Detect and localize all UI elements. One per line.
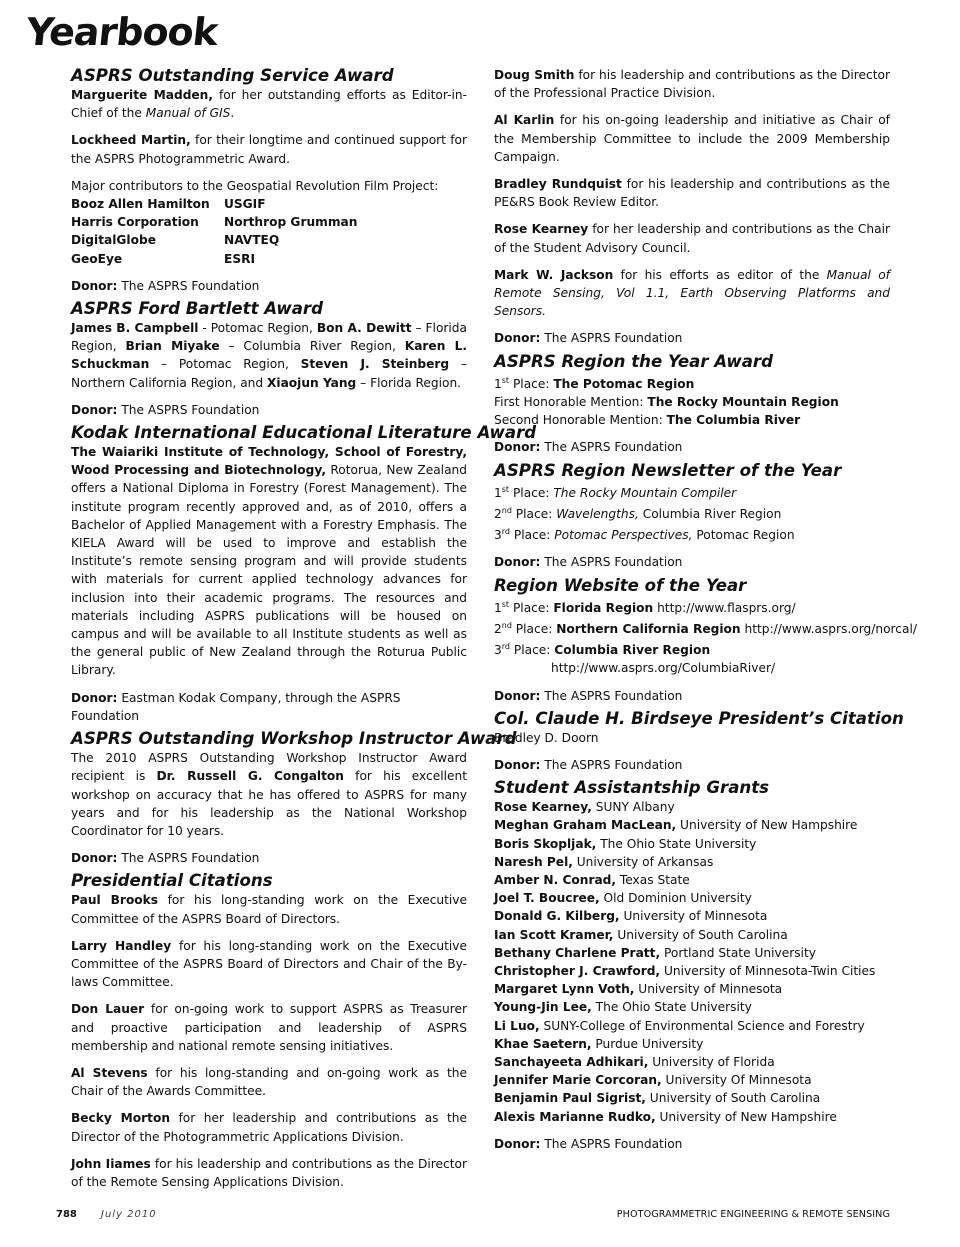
entry-text: for his long-standing and on-going work as the Chair of the Awards Committee. [71,1065,467,1099]
list-item [494,1108,890,1126]
citation-entry [71,1109,467,1145]
list-item [494,481,890,502]
entry-text: for his leadership and contributions as the Director of the Remote Sensing Applications Division. [71,1156,467,1189]
contributor: NAVTEQ [224,233,280,248]
donor-line [494,1135,890,1153]
table-row [71,213,357,231]
contributor: Harris Corporation [71,215,199,230]
school-name: SUNY Albany [591,800,675,815]
contributor: Booz Allen Hamilton [71,197,210,212]
citation-entry [494,111,890,166]
donor-label: Donor: [71,851,118,866]
donor-label: Donor: [71,690,118,705]
place-number: 2 [494,621,502,636]
contributor: Northrop Grumman [224,215,358,230]
citation-entry [71,1000,467,1055]
section-heading-birdseye: Col. Claude H. Birdseye President’s Citation [494,708,904,728]
list-item [494,798,890,816]
entry-text: The 2010 ASPRS Outstanding Workshop Instructor Award recipient is [71,751,467,784]
recipient-name: Rose Kearney, [494,800,592,815]
place-label: Place: [509,485,554,500]
school-name: University of New Hampshire [676,818,858,833]
donor-name: The ASPRS Foundation [544,331,683,346]
winner-name: The Potomac Region [553,376,695,391]
recipient-name: Christopher J. Crawford, [494,963,661,978]
recipient-name: Rose Kearney [494,222,589,237]
section-heading-outstanding-service: ASPRS Outstanding Service Award [71,66,394,85]
contributor: ESRI [224,251,256,266]
list-item [494,962,890,980]
winner-name: Columbia River Region [554,643,711,658]
list-item [494,889,890,907]
recipient-name: Jennifer Marie Corcoran, [494,1073,662,1088]
recipient-name: Margaret Lynn Voth, [494,982,635,997]
entry-text: for his excellent workshop on accuracy that he has offered to ASPRS for many years and for his leadership as the National Workshop Coordinator for 10 years. [71,769,467,838]
table-row [71,250,357,268]
donor-name: Eastman Kodak Company, through the ASPRS Foundation [71,690,401,723]
list-item [494,980,890,998]
recipient-name: Amber N. Conrad, [494,872,617,887]
section-heading-newsletter: ASPRS Region Newsletter of the Year [494,460,842,480]
citation-entry [71,1155,467,1191]
donor-line [494,756,890,774]
section-heading-grants: Student Assistantship Grants [494,778,770,798]
region-text: – Northern California Region, and [71,357,467,390]
contributor: USGIF [224,197,266,212]
entry-text: for his long-standing work on the Executive Committee of the ASPRS Board of Directors. [71,893,467,926]
film-project-intro: Major contributors to the Geospatial Revolution Film Project: [71,178,439,193]
place-label: Place: [509,600,554,615]
list-item [494,372,890,393]
recipient-name: Young-Jin Lee, [494,1000,592,1015]
website-url[interactable]: http://www.flasprs.org/ [653,600,796,615]
place-suffix: st [501,484,510,494]
recipient-name: Steven J. Steinberg [300,357,450,372]
journal-name: PHOTOGRAMMETRIC ENGINEERING & REMOTE SENSING [616,1209,890,1220]
region-text: - Potomac Region, [198,321,317,336]
list-item [494,617,917,638]
recipient-name: Donald G. Kilberg, [494,909,620,924]
recipient-name: James B. Campbell [71,321,199,336]
award-entry [71,443,467,680]
place-number: 3 [494,643,502,658]
donor-line [71,277,467,295]
table-row [71,195,357,213]
place-number: 1 [494,600,502,615]
recipient-name: Mark W. Jackson [494,267,614,282]
grants-list [494,798,890,1126]
recipient-name: Brian Miyake [125,339,220,354]
donor-label: Donor: [71,402,118,417]
entry-text: for her leadership and contributions as the Chair of the Student Advisory Council. [494,222,891,255]
region-text: – Potomac Region, [149,357,301,372]
award-entry [71,749,467,840]
citation-entry [71,937,467,992]
page-title: Yearbook [24,10,220,54]
list-item [494,638,890,659]
award-entry [71,131,467,167]
place-label: Place: [510,528,555,543]
section-heading-ford-bartlett: ASPRS Ford Bartlett Award [71,299,323,319]
recipient-name: Dr. Russell G. Congalton [156,769,344,784]
donor-label: Donor: [494,331,541,346]
recipient-name: Ian Scott Kramer, [494,927,614,942]
recipient-name: Paul Brooks [71,893,159,908]
place-number: 1 [494,485,502,500]
recipient-name: Khae Saetern, [494,1036,592,1051]
recipient-name: Meghan Graham MacLean, [494,818,677,833]
contributor: GeoEye [71,251,123,266]
region-text: Columbia River Region [638,506,782,521]
recipient-name: Li Luo, [494,1018,540,1033]
page-number: 788 [56,1209,77,1220]
donor-line [494,553,890,571]
list-item [494,411,890,429]
citation-entry [494,175,890,211]
entry-text: for his on-going leadership and initiative as Chair of the Membership Committee to include the 2009 Membership Campaign. [494,113,890,164]
place-suffix: nd [501,505,512,515]
school-name: University of New Hampshire [655,1109,837,1124]
recipient-name: Al Stevens [71,1065,148,1080]
citation-entry [71,1064,467,1100]
list-item [494,393,890,411]
entry-text: for his leadership and contributions as the Director of the Professional Practice Division. [494,68,890,101]
right-column [494,66,917,1153]
recipient-name: Karen L. Schuckman [71,339,468,372]
recipient-name: Benjamin Paul Sigrist, [494,1091,646,1106]
place-suffix: rd [501,527,510,537]
place-label: First Honorable Mention: [494,394,648,409]
newsletter-title: Potomac Perspectives, [554,528,693,543]
donor-line [71,401,467,419]
donor-label: Donor: [71,278,118,293]
list-item [494,1053,890,1071]
entry-text: for on-going work to support ASPRS as Treasurer and proactive participation and leadership of ASPRS membership and national remote sensing initiatives. [71,1002,467,1053]
list-item [494,596,890,617]
donor-line [494,329,890,347]
school-name: Texas State [616,872,690,887]
place-suffix: nd [501,620,512,630]
table-row [71,231,357,249]
place-number: 1 [494,376,502,391]
list-item [494,907,890,925]
entry-text: for his efforts as editor of the [613,267,827,282]
donor-line [494,687,890,705]
list-item [494,998,890,1016]
donor-line [494,438,890,456]
recipient-name: Don Lauer [71,1002,145,1017]
entry-text: for his leadership and contributions as the PE&RS Book Review Editor. [494,177,891,210]
issue-date: July 2010 [101,1209,157,1220]
school-name: Portland State University [660,945,816,960]
newsletter-title: Wavelengths, [556,506,639,521]
school-name: University of South Carolina [645,1091,821,1106]
list-item [494,1035,890,1053]
donor-name: The ASPRS Foundation [121,402,260,417]
school-name: SUNY-College of Environmental Science and Forestry [539,1018,865,1033]
list-item [494,944,890,962]
school-name: Purdue University [591,1036,704,1051]
region-text: – Florida Region, [71,321,468,354]
website-url[interactable]: http://www.asprs.org/norcal/ [740,621,917,636]
recipient-name: Becky Morton [71,1111,171,1126]
recipient-name: Lockheed Martin, [71,133,191,148]
recipient-name: Joel T. Boucree, [494,891,600,906]
list-item [494,1017,890,1035]
recipient-name: Al Karlin [494,113,555,128]
recipient-name: Bethany Charlene Pratt, [494,945,661,960]
contributors-table [71,195,357,268]
place-label: Place: [511,506,557,521]
donor-label: Donor: [494,555,541,570]
recipient-name: Doug Smith [494,68,575,82]
recipient-name: Naresh Pel, [494,854,573,869]
entry-text: for their longtime and continued support for the ASPRS Photogrammetric Award. [71,133,467,166]
recipient-name: Bradley Rundquist [494,177,622,192]
section-heading-region-year: ASPRS Region the Year Award [494,351,773,371]
recipient-name: Larry Handley [71,938,172,953]
place-suffix: st [501,375,510,385]
entry-text: Rotorua, New Zealand offers a National Diploma in Forestry (Forest Management). The institute program recently approved and, as of 2010, offers a Bachelor of Applied Management with a Forestry Emphasis. The KIELA Award will be used to improve and establish the Institute’s remote sensing program and will provide students with materials for current applied technology advances for inclusion into their academic programs. The resources and materials including ASPRS publications will be housed on campus and will be available to all Institute students as well as the general public of New Zealand through the Roturua Public Library. [71,463,468,678]
recipient-name: Sanchayeeta Adhikari, [494,1054,649,1069]
school-name: Old Dominion University [599,891,752,906]
winner-name: Northern California Region [556,621,741,636]
school-name: University of Minnesota-Twin Cities [660,963,876,978]
donor-label: Donor: [494,440,541,455]
recipient-name: Marguerite Madden, [71,88,213,102]
list-item [494,871,890,889]
donor-name: The ASPRS Foundation [544,688,683,703]
list-item [494,1071,890,1089]
citation-entry [494,266,890,321]
section-heading-presidential: Presidential Citations [71,871,273,891]
recipient-name: Alexis Marianne Rudko, [494,1109,656,1124]
list-item [494,853,890,871]
entry-text: for his long-standing work on the Executive Committee of the ASPRS Board of Directors and Chair of the By-laws Committee. [71,938,467,990]
donor-label: Donor: [494,1136,541,1151]
recipient-name: John Iiames [71,1156,151,1171]
website-url[interactable]: http://www.asprs.org/ColumbiaRiver/ [551,661,776,676]
donor-name: The ASPRS Foundation [121,851,260,866]
place-label: Place: [511,621,557,636]
section-heading-workshop: ASPRS Outstanding Workshop Instructor Award [71,729,517,749]
list-item [494,816,890,834]
place-number: 2 [494,506,502,521]
donor-line [71,849,467,867]
citation-entry [494,66,890,102]
place-label: Place: [509,376,554,391]
entry-text: for her outstanding efforts as Editor-in-Chief of the [71,88,468,121]
donor-line [71,689,467,725]
donor-name: The ASPRS Foundation [544,555,683,570]
region-text: – Florida Region. [356,375,462,390]
citation-entry [494,220,890,256]
publication-title: Manual of Remote Sensing, Vol 1.1, Earth Observing Platforms and Sensors. [494,267,890,319]
donor-name: The ASPRS Foundation [121,278,260,293]
school-name: The Ohio State University [591,1000,752,1015]
recipient-name: Xiaojun Yang [267,375,357,390]
donor-name: The ASPRS Foundation [544,757,683,772]
recipient-name: Bon A. Dewitt [316,321,412,336]
school-name: University of South Carolina [613,927,788,942]
region-text: Potomac Region [692,528,795,543]
contributor: DigitalGlobe [71,233,156,248]
donor-name: The ASPRS Foundation [544,440,683,455]
newsletter-title: The Rocky Mountain Compiler [553,485,737,500]
list-item [494,502,890,523]
recipient-name: The Waiariki Institute of Technology, School of Forestry, Wood Processing and Biotechnology, [71,445,467,478]
recipient-name: Bradley D. Doorn [494,730,599,745]
school-name: University of Arkansas [572,854,714,869]
award-entry [71,86,467,122]
place-suffix: rd [501,642,510,652]
place-label: Second Honorable Mention: [494,413,667,428]
school-name: University Of Minnesota [661,1073,812,1088]
publication-title: Manual of GIS [145,106,231,121]
place-number: 3 [494,528,502,543]
entry-text: for her leadership and contributions as the Director of the Photogrammetric Applications Division. [71,1111,467,1144]
section-heading-website: Region Website of the Year [494,575,747,595]
entry-text: . [230,106,235,121]
award-entry [71,319,467,392]
region-text: – Columbia River Region, [219,339,405,354]
school-name: The Ohio State University [596,836,757,851]
place-label: Place: [510,643,555,658]
school-name: University of Minnesota [619,909,768,924]
list-item [494,523,890,544]
donor-name: The ASPRS Foundation [544,1136,683,1151]
donor-label: Donor: [494,757,541,772]
winner-name: The Columbia River [666,413,801,428]
citation-entry [71,891,467,927]
winner-name: Florida Region [553,600,654,615]
list-item [494,926,890,944]
list-item [494,835,890,853]
list-item [494,1089,890,1107]
winner-name: The Rocky Mountain Region [647,394,839,409]
school-name: University of Minnesota [634,982,783,997]
place-suffix: st [501,599,510,609]
donor-label: Donor: [494,688,541,703]
school-name: University of Florida [648,1054,775,1069]
recipient-name: Boris Skopljak, [494,836,597,851]
section-heading-kodak: Kodak International Educational Literature Award [71,423,537,443]
